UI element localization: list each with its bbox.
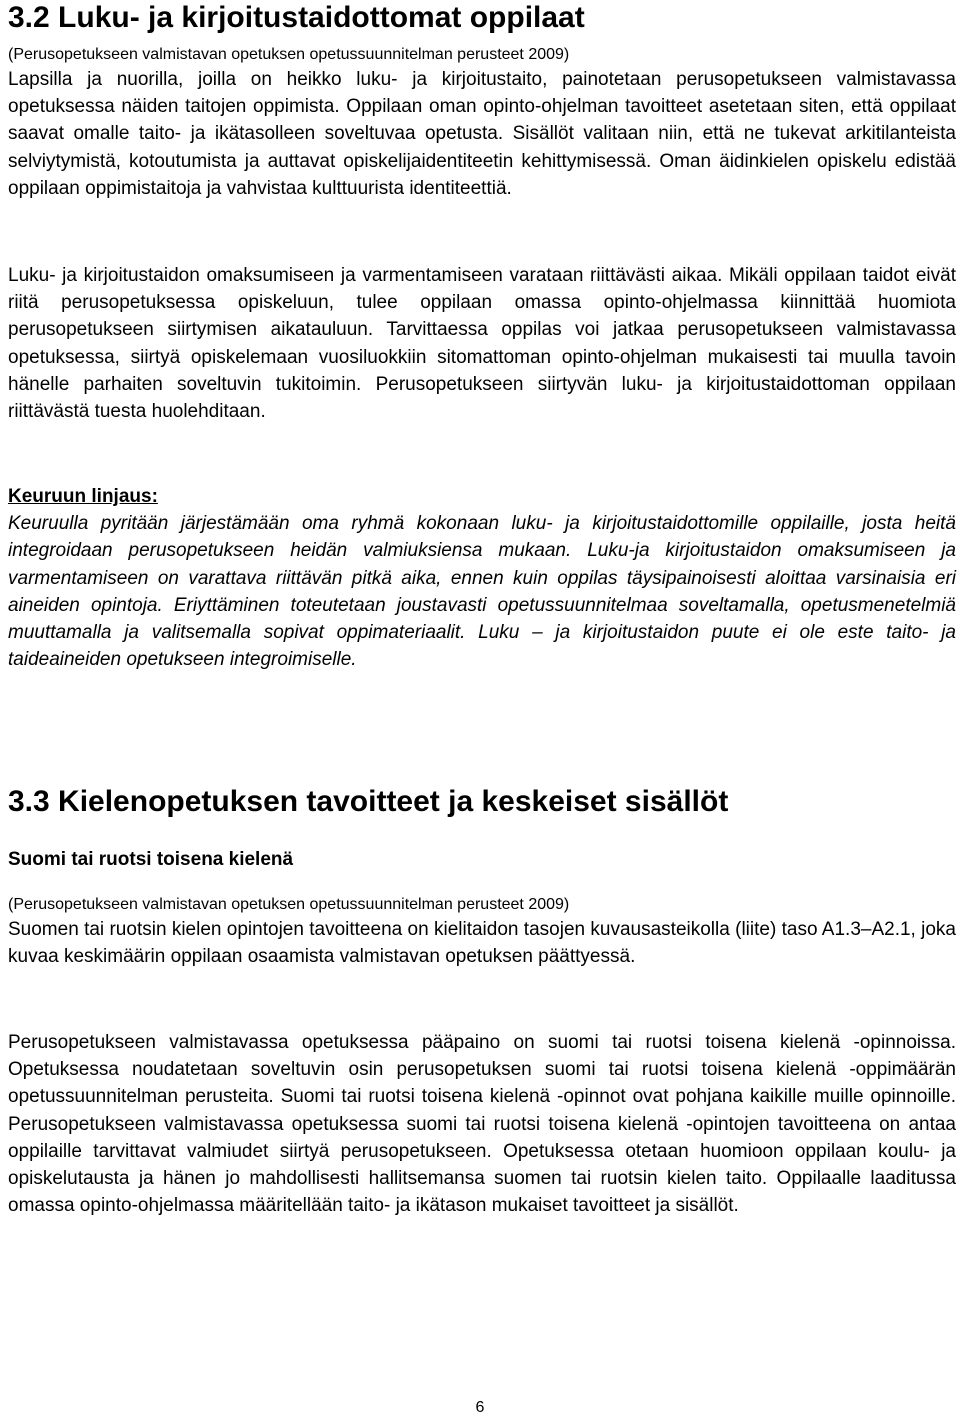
- policy-block: [8, 483, 956, 673]
- source-citation: (Perusopetukseen valmistavan opetuksen opetussuunnitelman perusteet 2009): [8, 46, 570, 63]
- section-title: 3.3 Kielenopetuksen tavoitteet ja keskeiset sisällöt: [8, 785, 729, 818]
- paragraph: Lapsilla ja nuorilla, joilla on heikko luku- ja kirjoitustaito, painotetaan perusopetukseen valmistavassa opetuksessa näiden taitojen oppimista. Oppilaan oman opinto-ohjelman tavoitteet asetetaan siten, että oppilaat saavat omalle taito- ja ikätasolleen soveltuvaa opetusta. Sisällöt valitaan niin, että ne tukevat arkitilanteista selviytymistä, kotoutumista ja auttavat opiskelijaidentiteetin kehittymisessä. Oman äidinkielen opiskelu edistää oppilaan oppimistaitoja ja vahvistaa kulttuurista identiteettiä.: [8, 69, 956, 199]
- subsection-title: Suomi tai ruotsi toisena kielenä: [8, 849, 294, 870]
- paragraph: Luku- ja kirjoitustaidon omaksumiseen ja varmentamiseen varataan riittävästi aikaa. Mikäli oppilaan taidot eivät riitä perusopetuksessa opiskeluun, tulee oppilaan omassa opinto-ohjelmassa kiinnittää huomiota perusopetukseen siirtymisen aikatauluun. Tarvittaessa oppilas voi jatkaa perusopetukseen valmistavassa opetuksessa, siirtyä opiskelemaan vuosiluokkiin sitomattoman opinto-ohjelman mukaisesti tai muulla tavoin hänelle parhaiten soveltuvin tukitoimin. Perusopetukseen siirtyvän luku- ja kirjoitustaidottoman oppilaan riittävästä tuesta huolehditaan.: [8, 265, 956, 423]
- paragraph: Perusopetukseen valmistavassa opetuksessa pääpaino on suomi tai ruotsi toisena kielenä -opinnoissa. Opetuksessa noudatetaan soveltuvin osin perusopetuksen suomi tai ruotsi toisena kielenä -oppimäärän opetussuunnitelman perusteita. Suomi tai ruotsi toisena kielenä -opinnot ovat pohjana kaikille muille opinnoille. Perusopetukseen valmistavassa opetuksessa suomi tai ruotsi toisena kielenä -opintojen tavoitteena on antaa oppilaille tarvittavat valmiudet siirtyä perusopetukseen. Opetuksessa otetaan huomioon oppilaan koulu- ja opiskelutausta ja hänen jo mahdollisesti hallitsemansa suomen tai ruotsin kielen taito. Oppilaalle laaditussa omassa opinto-ohjelmassa määritellään taito- ja ikätason mukaiset tavoitteet ja sisällöt.: [8, 1032, 956, 1217]
- source-citation: (Perusopetukseen valmistavan opetuksen opetussuunnitelman perusteet 2009): [8, 896, 570, 913]
- policy-text: Keuruulla pyritään järjestämään oma ryhmä kokonaan luku- ja kirjoitustaidottomille oppilaille, josta heitä integroidaan perusopetukseen heidän valmiuksiensa mukaan. Luku-ja kirjoitustaidon omaksumiseen ja varmentamiseen on varattava riittävän pitkä aika, ennen kuin oppilas täysipainoisesti aloittaa varsinaisia eri aineiden opintoja. Eriyttäminen toteutetaan joustavasti opetussuunnitelmaa soveltamalla, opetusmenetelmiä muuttamalla ja valitsemalla sopivat oppimateriaalit. Luku – ja kirjoitustaidon puute ei ole este taito- ja taideaineiden opetukseen integroimiselle.: [8, 513, 956, 671]
- paragraph: Suomen tai ruotsin kielen opintojen tavoitteena on kielitaidon tasojen kuvausasteikolla (liite) taso A1.3–A2.1, joka kuvaa keskimäärin oppilaan osaamista valmistavan opetuksen päättyessä.: [8, 919, 956, 968]
- section-title: 3.2 Luku- ja kirjoitustaidottomat oppilaat: [8, 1, 585, 34]
- section-intro: [8, 894, 956, 970]
- policy-heading: Keuruun linjaus:: [8, 486, 158, 507]
- section-intro: [8, 44, 956, 202]
- page-number: 6: [475, 1399, 485, 1416]
